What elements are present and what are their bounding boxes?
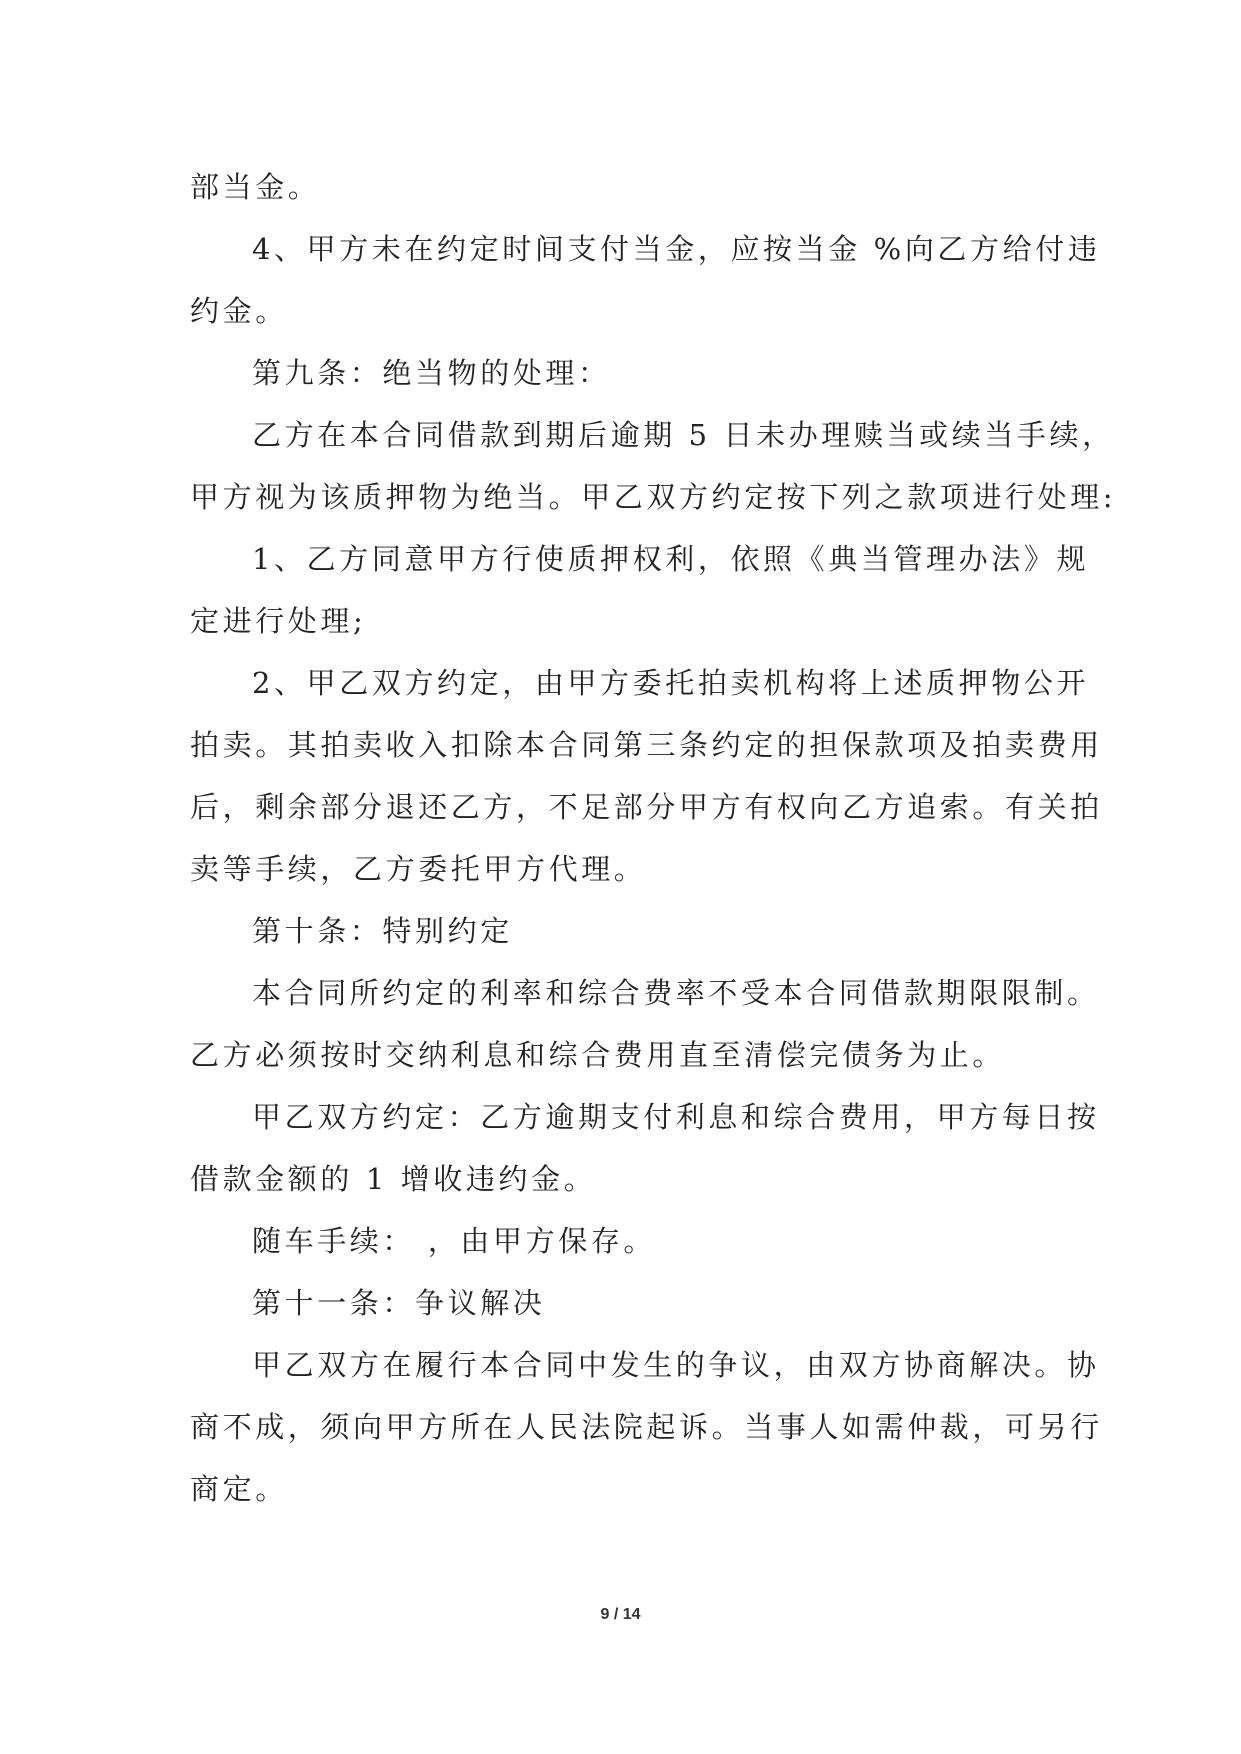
text-line: 商不成，须向甲方所在人民法院起诉。当事人如需仲裁，可另行 <box>190 1410 1103 1444</box>
section-heading: 第九条：绝当物的处理： <box>252 356 611 390</box>
text-line: 卖等手续，乙方委托甲方代理。 <box>190 852 647 886</box>
text-line: 商定。 <box>190 1472 288 1506</box>
text-line: 4、甲方未在约定时间支付当金，应按当金 %向乙方给付违 <box>252 232 1101 266</box>
text-line: 拍卖。其拍卖收入扣除本合同第三条约定的担保款项及拍卖费用 <box>190 728 1103 762</box>
text-line: 2、甲乙双方约定，由甲方委托拍卖机构将上述质押物公开 <box>252 666 1090 700</box>
text-line: 1、乙方同意甲方行使质押权利，依照《典当管理办法》规 <box>252 542 1090 576</box>
text-line: 约金。 <box>190 294 288 328</box>
text-line: 定进行处理; <box>190 604 367 638</box>
document-body <box>190 156 1117 1520</box>
text-line: 甲乙双方约定：乙方逾期支付利息和综合费用，甲方每日按 <box>252 1100 1100 1134</box>
text-line: 借款金额的 1 增收违约金。 <box>190 1162 597 1196</box>
text-line: 随车手续： ，由甲方保存。 <box>252 1224 657 1258</box>
text-line: 乙方必须按时交纳利息和综合费用直至清偿完债务为止。 <box>190 1038 1006 1072</box>
page-number: 9 / 14 <box>600 1606 641 1623</box>
text-line: 乙方在本合同借款到期后逾期 5 日未办理赎当或续当手续， <box>252 418 1115 452</box>
text-line: 甲乙双方在履行本合同中发生的争议，由双方协商解决。协 <box>252 1348 1100 1382</box>
text-line: 后，剩余部分退还乙方，不足部分甲方有权向乙方追索。有关拍 <box>190 790 1103 824</box>
section-heading: 第十一条：争议解决 <box>252 1286 546 1320</box>
section-heading: 第十条：特别约定 <box>252 914 513 948</box>
text-line: 部当金。 <box>190 170 321 204</box>
text-line: 本合同所约定的利率和综合费率不受本合同借款期限限制。 <box>252 976 1100 1010</box>
text-line: 甲方视为该质押物为绝当。甲乙双方约定按下列之款项进行处理: <box>190 480 1117 514</box>
